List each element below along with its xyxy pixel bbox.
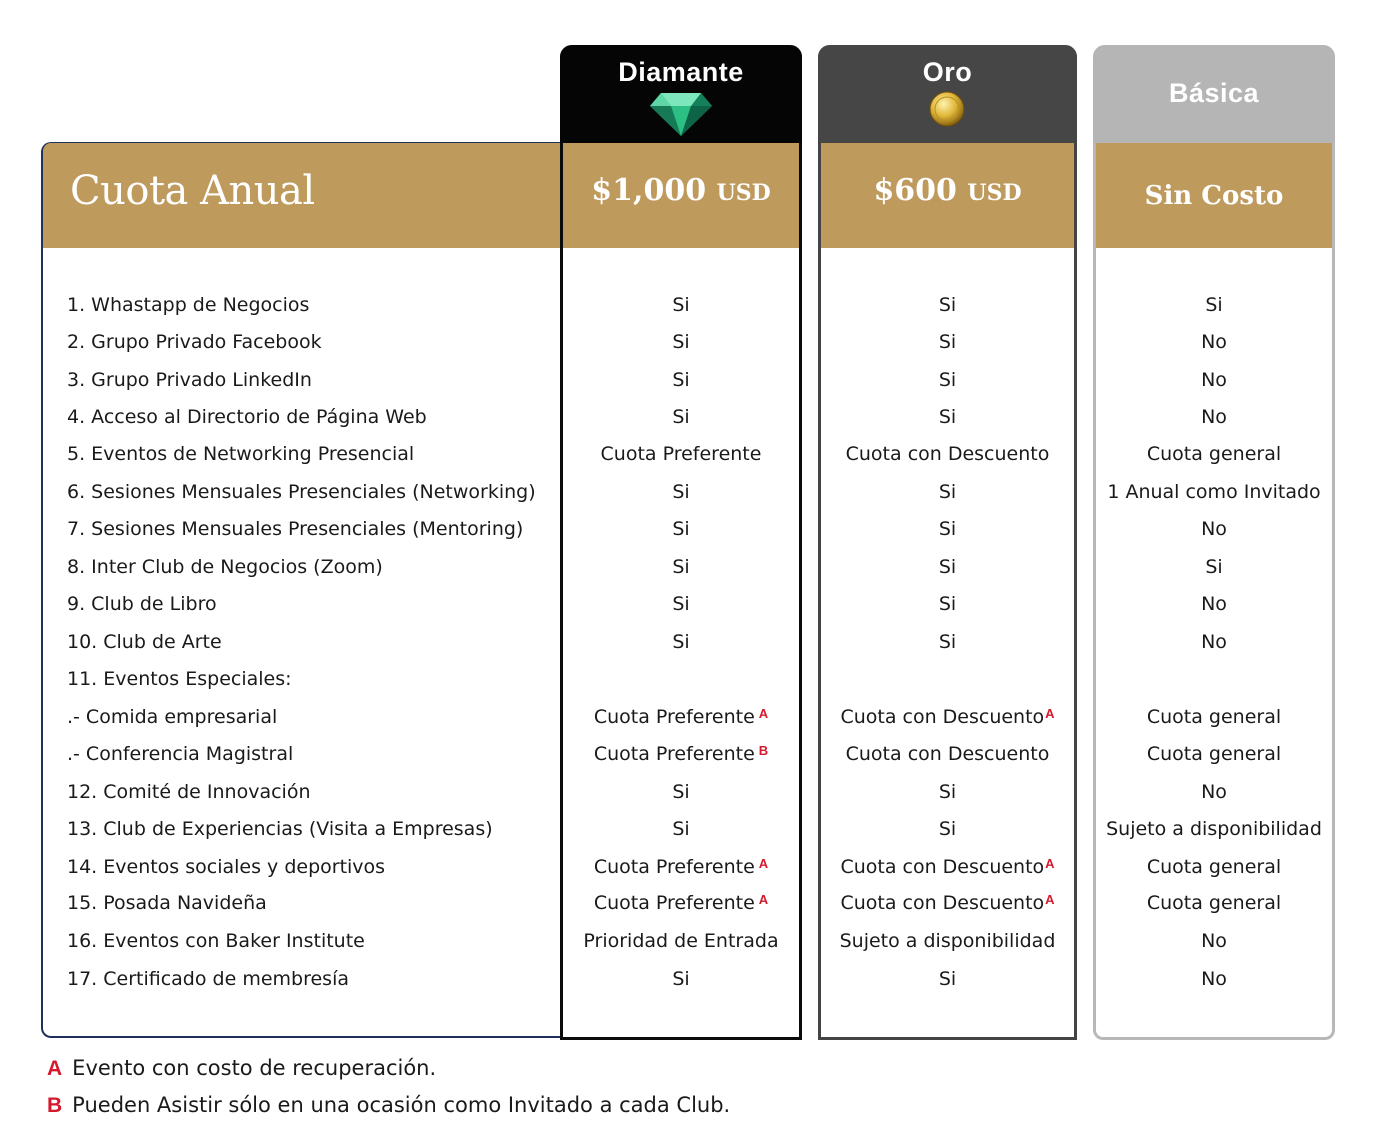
cell-text: Si	[672, 369, 690, 391]
cell-text: No	[1201, 593, 1227, 615]
cell-text: Cuota Preferente	[600, 443, 762, 465]
gold-coin-icon	[929, 91, 965, 127]
basica-value	[1096, 481, 1332, 503]
table-row	[0, 706, 1380, 742]
cell-text: Si	[672, 331, 690, 353]
cell-text: Si	[938, 818, 957, 840]
cell-text: Cuota general	[1146, 443, 1282, 465]
basica-value	[1096, 706, 1332, 728]
diamante-value	[563, 593, 799, 615]
diamante-value	[563, 518, 799, 540]
cell-text: Si	[938, 406, 957, 428]
cell-text: Si	[1205, 294, 1223, 316]
cell-text: No	[1201, 781, 1227, 803]
basica-price-band	[1096, 143, 1332, 248]
table-row	[0, 518, 1380, 554]
feature-label: 6. Sesiones Mensuales Presenciales (Networking)	[67, 481, 536, 503]
table-row	[0, 631, 1380, 667]
footnote-text: Pueden Asistir sólo en una ocasión como Invitado a cada Club.	[72, 1093, 731, 1117]
cell-text: Si	[672, 406, 690, 428]
cell-text: Si	[938, 593, 957, 615]
cell-text: Cuota general	[1146, 892, 1282, 914]
plan-name-diamante: Diamante	[618, 57, 744, 87]
oro-price: $600 USD	[873, 173, 1022, 208]
table-row	[0, 406, 1380, 442]
table-row	[0, 294, 1380, 330]
cell-text: Si	[672, 593, 690, 615]
basica-value	[1096, 518, 1332, 540]
table-row	[0, 930, 1380, 966]
cell-text: Sujeto a disponibilidad	[839, 930, 1056, 952]
oro-value	[821, 331, 1074, 353]
cell-text: Si	[672, 518, 690, 540]
diamante-value	[563, 443, 799, 465]
table-row	[0, 369, 1380, 405]
cell-text: Si	[938, 556, 957, 578]
diamante-value	[563, 968, 799, 990]
oro-value	[821, 706, 1074, 728]
basica-value	[1096, 892, 1332, 914]
footnote-a	[47, 1056, 436, 1081]
cell-text: Prioridad de Entrada	[583, 930, 779, 952]
cell-text: Si	[938, 631, 957, 653]
cell-text: Cuota con Descuento	[840, 706, 1045, 728]
basica-value	[1096, 406, 1332, 428]
oro-price-band	[821, 143, 1074, 248]
cell-text: Si	[672, 481, 690, 503]
cell-text: Si	[938, 968, 957, 990]
diamante-value	[563, 743, 799, 765]
cell-text: Si	[672, 294, 690, 316]
table-row	[0, 892, 1380, 928]
cell-text: No	[1201, 930, 1227, 952]
oro-value	[821, 631, 1074, 653]
cell-text: Si	[672, 968, 690, 990]
feature-label: 14. Eventos sociales y deportivos	[67, 856, 386, 878]
table-row	[0, 443, 1380, 479]
cell-text: Si	[1205, 556, 1223, 578]
cell-text: Si	[672, 556, 690, 578]
table-row	[0, 668, 1380, 704]
oro-value	[821, 818, 1074, 840]
diamante-value	[563, 481, 799, 503]
cell-text: Si	[938, 481, 957, 503]
table-row	[0, 856, 1380, 892]
cell-text: Cuota con Descuento	[840, 892, 1045, 914]
oro-value	[821, 369, 1074, 391]
diamante-value	[563, 892, 799, 914]
diamante-value	[563, 781, 799, 803]
basica-value	[1096, 781, 1332, 803]
basica-value	[1096, 743, 1332, 765]
oro-header	[818, 45, 1077, 143]
feature-label: .- Comida empresarial	[67, 706, 278, 728]
basica-value	[1096, 443, 1332, 465]
plan-name-basica: Básica	[1168, 78, 1260, 108]
feature-label: 2. Grupo Privado Facebook	[67, 331, 322, 353]
cell-text: No	[1201, 331, 1227, 353]
cell-text: No	[1201, 369, 1227, 391]
oro-value	[821, 856, 1074, 878]
table-row	[0, 781, 1380, 817]
feature-label: 7. Sesiones Mensuales Presenciales (Mentoring)	[67, 518, 524, 540]
footnote-mark: A	[47, 1057, 63, 1080]
basica-value	[1096, 631, 1332, 653]
table-row	[0, 743, 1380, 779]
cell-text: No	[1201, 406, 1227, 428]
oro-value	[821, 406, 1074, 428]
table-row	[0, 818, 1380, 854]
plan-name-oro: Oro	[922, 57, 973, 87]
feature-label: 17. Certificado de membresía	[67, 968, 349, 990]
cell-text: No	[1201, 968, 1227, 990]
diamante-value	[563, 331, 799, 353]
cell-text: Si	[672, 818, 690, 840]
diamante-value	[563, 818, 799, 840]
diamante-value	[563, 631, 799, 653]
feature-label: 10. Club de Arte	[67, 631, 222, 653]
basica-header	[1093, 45, 1335, 143]
cell-text: Cuota con Descuento	[845, 443, 1050, 465]
cell-text: Cuota Preferente	[593, 892, 755, 914]
cell-text: Cuota Preferente	[593, 856, 755, 878]
footnote-mark: B	[47, 1094, 63, 1117]
table-row	[0, 481, 1380, 517]
feature-label: 13. Club de Experiencias (Visita a Empresas)	[67, 818, 493, 840]
feature-label: .- Conferencia Magistral	[67, 743, 294, 765]
feature-label: 5. Eventos de Networking Presencial	[67, 443, 415, 465]
basica-value	[1096, 968, 1332, 990]
footnote-b	[47, 1093, 730, 1118]
oro-value	[821, 968, 1074, 990]
basica-value	[1096, 593, 1332, 615]
footnote-reference: A	[1045, 856, 1055, 871]
oro-value	[821, 743, 1074, 765]
annual-fee-title: Cuota Anual	[70, 168, 315, 214]
basica-value	[1096, 556, 1332, 578]
table-row	[0, 556, 1380, 592]
basica-price: Sin Costo	[1144, 181, 1284, 211]
feature-label: 11. Eventos Especiales:	[67, 668, 292, 690]
cell-text: Cuota con Descuento	[840, 856, 1045, 878]
oro-value	[821, 443, 1074, 465]
cell-text: Cuota general	[1146, 743, 1282, 765]
feature-label: 16. Eventos con Baker Institute	[67, 930, 365, 952]
feature-label: 4. Acceso al Directorio de Página Web	[67, 406, 427, 428]
footnote-reference: A	[758, 856, 769, 871]
table-row	[0, 331, 1380, 367]
footnote-reference: A	[758, 892, 769, 907]
cell-text: Cuota general	[1146, 706, 1282, 728]
cell-text: No	[1201, 631, 1227, 653]
cell-text: Cuota con Descuento	[845, 743, 1050, 765]
oro-value	[821, 781, 1074, 803]
diamante-value	[563, 406, 799, 428]
oro-value	[821, 294, 1074, 316]
diamante-value	[563, 930, 799, 952]
basica-value	[1096, 930, 1332, 952]
diamond-icon	[649, 91, 713, 137]
cell-text: Si	[938, 518, 957, 540]
basica-value	[1096, 369, 1332, 391]
oro-value	[821, 556, 1074, 578]
oro-value	[821, 481, 1074, 503]
footnote-text: Evento con costo de recuperación.	[72, 1056, 437, 1080]
diamante-price: $1,000 USD	[591, 173, 771, 208]
feature-label: 15. Posada Navideña	[67, 892, 267, 914]
diamante-value	[563, 294, 799, 316]
cell-text: Si	[938, 369, 957, 391]
diamante-header	[560, 45, 802, 143]
cell-text: Si	[938, 294, 957, 316]
diamante-value	[563, 369, 799, 391]
table-row	[0, 593, 1380, 629]
cell-text: Cuota Preferente	[593, 743, 755, 765]
feature-label: 3. Grupo Privado LinkedIn	[67, 369, 312, 391]
footnote-reference: A	[758, 706, 769, 721]
diamante-value	[563, 706, 799, 728]
cell-text: Si	[672, 781, 690, 803]
basica-value	[1096, 331, 1332, 353]
cell-text: Cuota Preferente	[593, 706, 755, 728]
cell-text: Si	[938, 331, 957, 353]
basica-value	[1096, 818, 1332, 840]
footnote-reference: B	[758, 743, 769, 758]
feature-label: 12. Comité de Innovación	[67, 781, 311, 803]
cell-text: Cuota general	[1146, 856, 1282, 878]
oro-value	[821, 930, 1074, 952]
footnote-reference: A	[1045, 706, 1055, 721]
oro-value	[821, 593, 1074, 615]
feature-label: 9. Club de Libro	[67, 593, 217, 615]
basica-value	[1096, 294, 1332, 316]
cell-text: Si	[672, 631, 690, 653]
diamante-price-band	[563, 143, 799, 248]
oro-value	[821, 892, 1074, 914]
cell-text: 1 Anual como Invitado	[1107, 481, 1321, 503]
table-row	[0, 968, 1380, 1004]
diamante-value	[563, 556, 799, 578]
oro-value	[821, 518, 1074, 540]
feature-label: 8. Inter Club de Negocios (Zoom)	[67, 556, 383, 578]
footnote-reference: A	[1045, 892, 1055, 907]
cell-text: Sujeto a disponibilidad	[1106, 818, 1322, 840]
feature-label: 1. Whastapp de Negocios	[67, 294, 310, 316]
diamante-value	[563, 856, 799, 878]
cell-text: Si	[938, 781, 957, 803]
basica-value	[1096, 856, 1332, 878]
cell-text: No	[1201, 518, 1227, 540]
